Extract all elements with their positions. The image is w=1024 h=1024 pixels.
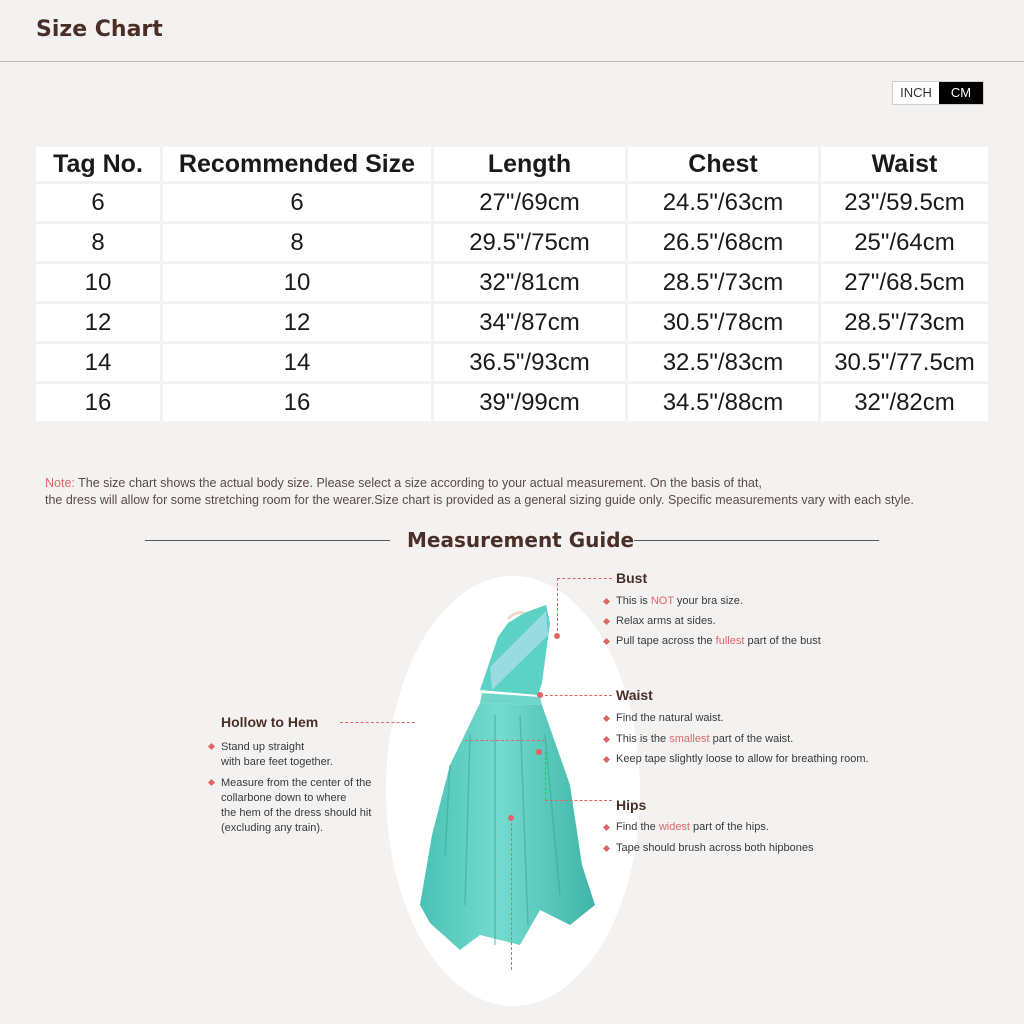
table-row xyxy=(36,344,988,381)
hollow-leader-line xyxy=(340,722,415,723)
table-cell: 32"/81cm xyxy=(434,264,625,301)
table-cell: 26.5"/68cm xyxy=(628,224,818,261)
waist-leader-line xyxy=(540,695,612,696)
waist-marker xyxy=(537,692,543,698)
table-cell: 27"/68.5cm xyxy=(821,264,988,301)
waist-title: Waist xyxy=(616,687,653,703)
divider-left xyxy=(145,540,390,541)
divider-right xyxy=(634,540,879,541)
hollow-marker xyxy=(508,815,514,821)
table-cell: 12 xyxy=(163,304,431,341)
table-row xyxy=(36,224,988,261)
table-row xyxy=(36,264,988,301)
page-title: Size Chart xyxy=(36,17,163,42)
table-cell: 14 xyxy=(36,344,160,381)
column-header: Recommended Size xyxy=(163,147,431,181)
table-cell: 10 xyxy=(36,264,160,301)
table-cell: 29.5"/75cm xyxy=(434,224,625,261)
table-cell: 12 xyxy=(36,304,160,341)
size-table xyxy=(33,144,991,424)
table-cell: 28.5"/73cm xyxy=(821,304,988,341)
list-item: This is NOT your bra size. xyxy=(603,595,821,607)
table-cell: 30.5"/77.5cm xyxy=(821,344,988,381)
table-cell: 23"/59.5cm xyxy=(821,184,988,221)
bust-marker xyxy=(554,633,560,639)
list-item: Relax arms at sides. xyxy=(603,615,821,627)
table-cell: 27"/69cm xyxy=(434,184,625,221)
page-header xyxy=(0,0,1024,62)
table-cell: 36.5"/93cm xyxy=(434,344,625,381)
list-item: Stand up straight with bare feet together. xyxy=(208,740,371,770)
table-cell: 34.5"/88cm xyxy=(628,384,818,421)
table-header-row xyxy=(36,147,988,181)
table-row xyxy=(36,384,988,421)
table-cell: 6 xyxy=(36,184,160,221)
table-cell: 25"/64cm xyxy=(821,224,988,261)
table-cell: 8 xyxy=(36,224,160,261)
unit-cm-button[interactable]: CM xyxy=(939,82,983,104)
table-cell: 30.5"/78cm xyxy=(628,304,818,341)
bust-bullets xyxy=(603,595,821,647)
list-item: This is the smallest part of the waist. xyxy=(603,733,869,745)
unit-inch-button[interactable]: INCH xyxy=(893,82,939,104)
column-header: Length xyxy=(434,147,625,181)
table-cell: 32.5"/83cm xyxy=(628,344,818,381)
bust-title: Bust xyxy=(616,570,648,586)
hips-measure-line xyxy=(465,740,545,741)
list-item: Pull tape across the fullest part of the bust xyxy=(603,635,821,647)
column-header: Chest xyxy=(628,147,818,181)
note-label: Note: xyxy=(45,476,75,490)
column-header: Waist xyxy=(821,147,988,181)
size-note xyxy=(45,475,995,509)
table-row xyxy=(36,184,988,221)
note-text-line2: the dress will allow for some stretching room for the wearer.Size chart is provided as a general sizing guide only. Specific measurements vary with each style. xyxy=(45,493,914,507)
unit-toggle[interactable] xyxy=(892,81,984,105)
column-header: Tag No. xyxy=(36,147,160,181)
table-cell: 39"/99cm xyxy=(434,384,625,421)
hips-leader-vertical xyxy=(545,752,546,800)
bust-leader-line xyxy=(557,578,612,579)
table-cell: 24.5"/63cm xyxy=(628,184,818,221)
list-item: Find the natural waist. xyxy=(603,712,869,724)
list-item: Keep tape slightly loose to allow for breathing room. xyxy=(603,753,869,765)
note-text-line1: The size chart shows the actual body size. Please select a size according to your actual measurement. On the basis of that, xyxy=(74,476,762,490)
table-cell: 34"/87cm xyxy=(434,304,625,341)
waist-bullets xyxy=(603,712,869,765)
table-cell: 10 xyxy=(163,264,431,301)
bust-leader-vertical xyxy=(557,578,558,636)
table-cell: 28.5"/73cm xyxy=(628,264,818,301)
hips-bullets xyxy=(603,821,814,854)
hollow-to-hem-bullets xyxy=(208,740,371,836)
table-cell: 32"/82cm xyxy=(821,384,988,421)
hips-leader-line xyxy=(545,800,612,801)
table-cell: 16 xyxy=(163,384,431,421)
hips-marker xyxy=(536,749,542,755)
list-item: Find the widest part of the hips. xyxy=(603,821,814,833)
dress-illustration xyxy=(420,605,595,975)
hollow-to-hem-title: Hollow to Hem xyxy=(221,714,319,730)
hips-title: Hips xyxy=(616,797,647,813)
table-row xyxy=(36,304,988,341)
table-cell: 8 xyxy=(163,224,431,261)
measurement-guide-title: Measurement Guide xyxy=(407,528,635,552)
list-item: Tape should brush across both hipbones xyxy=(603,842,814,854)
hollow-to-hem-line xyxy=(511,818,512,970)
list-item: Measure from the center of the collarbone down to where the hem of the dress should hit (excluding any train). xyxy=(208,776,371,836)
table-cell: 6 xyxy=(163,184,431,221)
table-cell: 14 xyxy=(163,344,431,381)
table-cell: 16 xyxy=(36,384,160,421)
